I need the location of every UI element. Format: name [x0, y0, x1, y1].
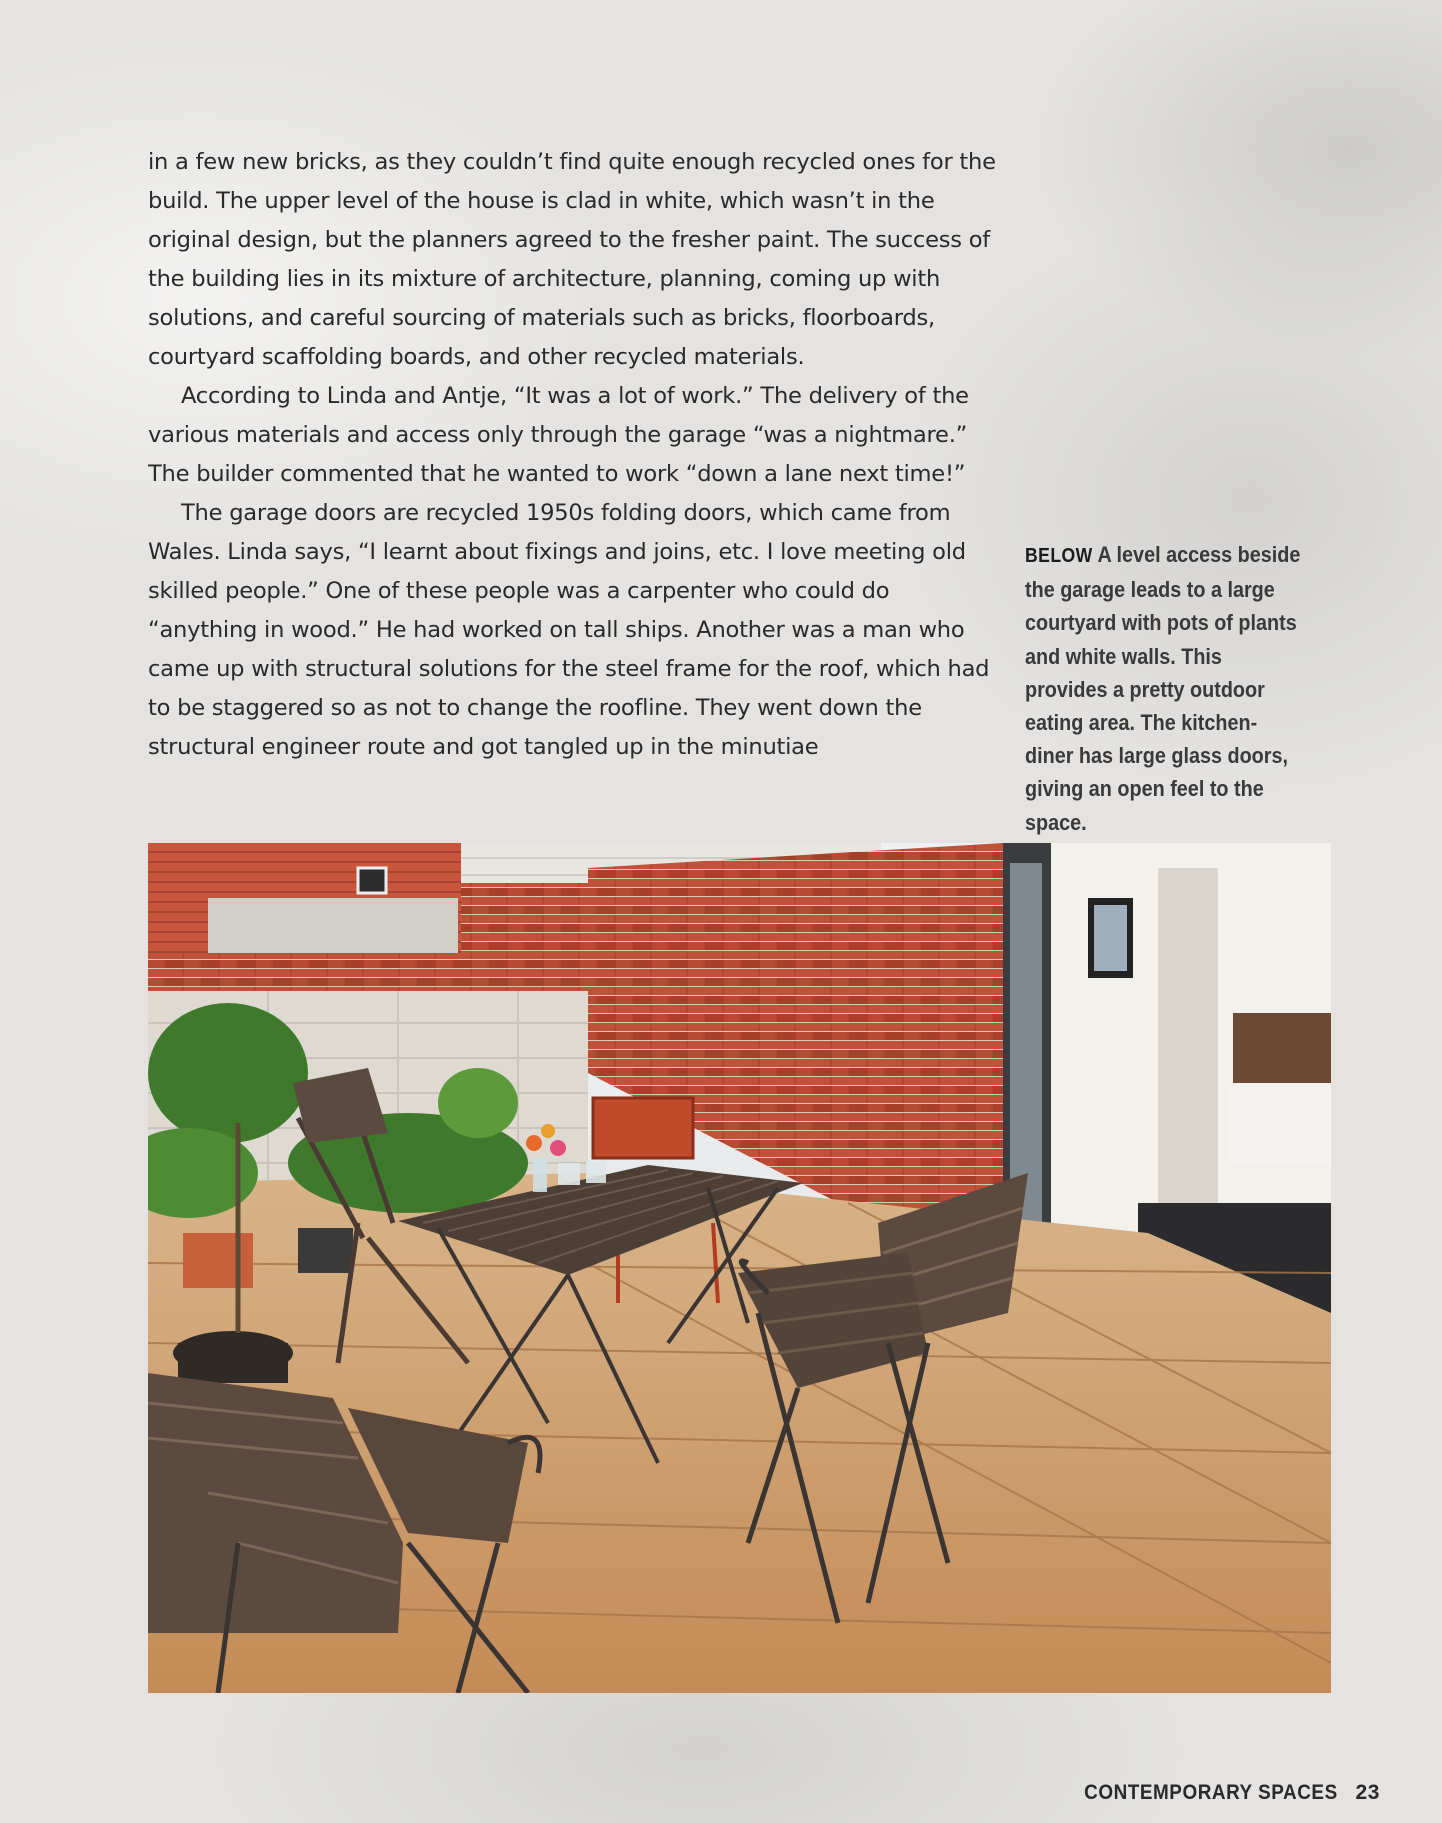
- article-body: [148, 143, 996, 767]
- courtyard-photo: [148, 843, 1331, 1693]
- section-title: CONTEMPORARY SPACES: [1083, 1781, 1338, 1804]
- caption-text: A level access beside the garage leads to a large courtyard with pots of plants and white walls. This provides a pretty outdoor eating area. The kitchen-diner has large glass doors, giving an open feel to the space.: [1025, 542, 1301, 835]
- article-paragraph-3: The garage doors are recycled 1950s folding doors, which came from Wales. Linda says, “I learnt about fixings and joins, etc. I love meeting old skilled people.” One of these people was a carpenter who could do “anything in wood.” He had worked on tall ships. Another was a man who came up with structural solutions for the steel frame for the roof, which had to be staggered so as not to change the roofline. They went down the structural engineer route and got tangled up in the minutiae: [148, 500, 990, 760]
- courtyard-illustration: [148, 843, 1331, 1693]
- page-number: 23: [1355, 1781, 1380, 1804]
- photo-caption: [1025, 538, 1302, 839]
- article-paragraph-2: According to Linda and Antje, “It was a lot of work.” The delivery of the various materials and access only through the garage “was a nightmare.” The builder commented that he wanted to work “down a lane next time!”: [148, 383, 969, 487]
- page-footer: [1056, 1781, 1380, 1805]
- article-paragraph-1: in a few new bricks, as they couldn’t find quite enough recycled ones for the build. The upper level of the house is clad in white, which wasn’t in the original design, but the planners agreed to the fresher paint. The success of the building lies in its mixture of architecture, planning, coming up with solutions, and careful sourcing of materials such as bricks, floorboards, courtyard scaffolding boards, and other recycled materials.: [148, 149, 996, 370]
- caption-kicker: BELOW: [1025, 545, 1093, 567]
